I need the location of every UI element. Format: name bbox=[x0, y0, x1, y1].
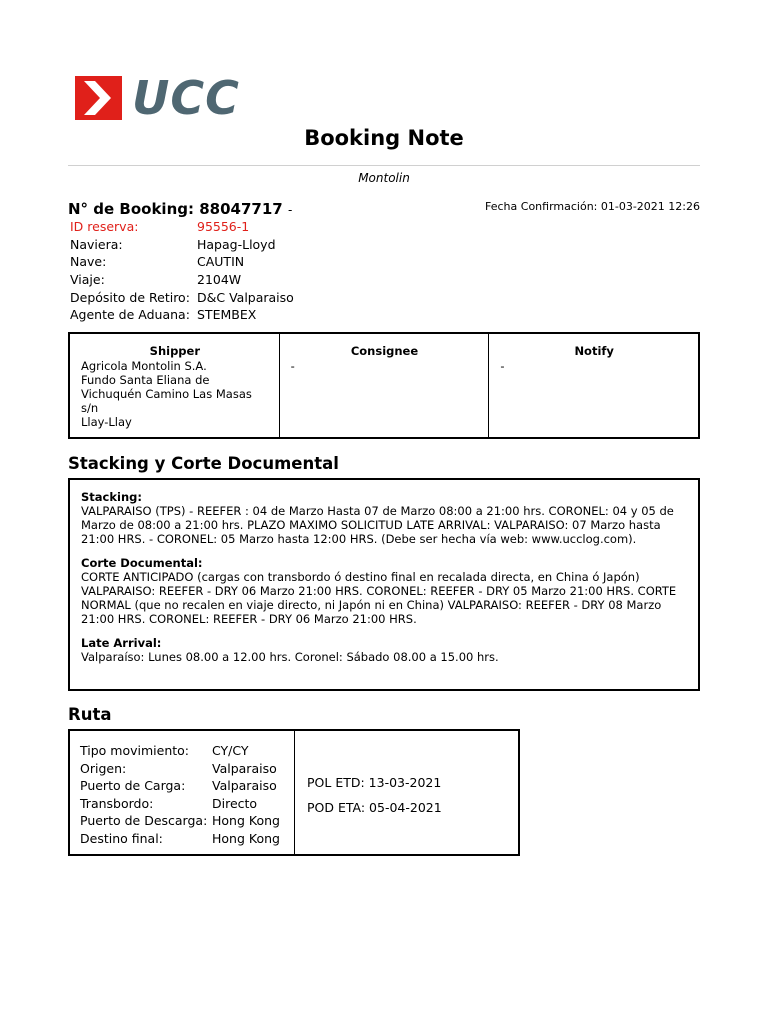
booking-info-table bbox=[70, 219, 294, 325]
ruta-value: Hong Kong bbox=[212, 830, 280, 846]
corte-label: Corte Documental: bbox=[81, 556, 203, 570]
consignee-title: Consignee bbox=[350, 344, 419, 358]
info-key: Nave: bbox=[70, 254, 107, 270]
pod-eta: POD ETA: 05-04-2021 bbox=[307, 800, 442, 815]
ruta-key: Puerto de Carga: bbox=[80, 778, 186, 793]
booking-suffix: - bbox=[287, 203, 293, 217]
stacking-label: Stacking: bbox=[81, 490, 142, 504]
confirmation-date: Fecha Confirmación: 01-03-2021 12:26 bbox=[485, 200, 700, 213]
ruta-box bbox=[68, 729, 520, 856]
booking-label: N° de Booking: 88047717 bbox=[68, 200, 283, 218]
late-arrival-label: Late Arrival: bbox=[81, 636, 162, 650]
info-key: Naviera: bbox=[70, 236, 123, 252]
info-key: Depósito de Retiro: bbox=[70, 289, 190, 305]
ruta-row bbox=[80, 743, 280, 761]
info-value: STEMBEX bbox=[197, 307, 257, 323]
shipper-line: Fundo Santa Eliana de Vichuquén Camino Las Masas s/n bbox=[81, 373, 252, 415]
info-row bbox=[70, 307, 294, 325]
ruta-value: CY/CY bbox=[212, 743, 249, 758]
ruta-key: Transbordo: bbox=[80, 795, 154, 811]
info-row bbox=[70, 254, 294, 272]
booking-number bbox=[68, 200, 292, 218]
ruta-section-title: Ruta bbox=[68, 705, 112, 724]
parties-table bbox=[68, 332, 700, 439]
info-value: 2104W bbox=[197, 272, 242, 288]
shipper-line: Llay-Llay bbox=[81, 415, 132, 429]
info-row bbox=[70, 237, 294, 255]
stacking-section-title: Stacking y Corte Documental bbox=[68, 454, 339, 473]
ruta-value: Directo bbox=[212, 795, 258, 811]
info-row bbox=[70, 290, 294, 308]
stacking-box bbox=[68, 478, 700, 691]
ruta-key: Puerto de Descarga: bbox=[80, 813, 208, 828]
page-subtitle: Montolin bbox=[358, 171, 410, 185]
info-key: Agente de Aduana: bbox=[70, 307, 190, 323]
info-value: Hapag-Lloyd bbox=[197, 236, 276, 252]
corte-block bbox=[81, 556, 687, 626]
notify-title: Notify bbox=[574, 344, 614, 358]
page-title: Booking Note bbox=[304, 126, 464, 150]
logo-text: UCC bbox=[132, 71, 240, 125]
info-row bbox=[70, 219, 294, 237]
consignee-text: - bbox=[290, 359, 295, 373]
info-value: CAUTIN bbox=[197, 254, 245, 270]
ruta-key: Tipo movimiento: bbox=[80, 743, 189, 758]
ruta-dates bbox=[295, 731, 518, 854]
ruta-key: Origen: bbox=[80, 760, 127, 776]
ucc-logo bbox=[75, 71, 240, 125]
consignee-cell bbox=[280, 334, 490, 437]
ruta-details bbox=[70, 731, 295, 854]
shipper-title: Shipper bbox=[149, 344, 201, 358]
pol-etd: POL ETD: 13-03-2021 bbox=[307, 775, 442, 790]
ruta-value: Valparaiso bbox=[212, 778, 277, 793]
corte-text: CORTE ANTICIPADO (cargas con transbordo ó destino final en recalada directa, en China ó Japón) VALPARAISO: REEFER - DRY 06 Marzo 21:00 HRS. CORONEL: REEFER - DRY 05 Marzo 21:00 HRS. CORTE NORMAL (que no recalen en viaje directo, ni Japón ni en China) VALPARAISO: REEFER - DRY 08 Marzo 21:00 HRS. CORONEL: REEFER - DRY 06 Marzo 21:00 HRS. bbox=[81, 570, 677, 626]
stacking-block bbox=[81, 490, 687, 546]
notify-text: - bbox=[500, 359, 505, 373]
late-arrival-text: Valparaíso: Lunes 08.00 a 12.00 hrs. Coronel: Sábado 08.00 a 15.00 hrs. bbox=[81, 650, 499, 664]
notify-cell bbox=[489, 334, 698, 437]
ruta-value: Hong Kong bbox=[212, 813, 280, 828]
info-value: 95556-1 bbox=[197, 219, 250, 234]
ruta-row bbox=[80, 796, 280, 814]
info-row bbox=[70, 272, 294, 290]
ruta-row bbox=[80, 778, 280, 796]
shipper-line: Agricola Montolin S.A. bbox=[81, 359, 207, 373]
ucc-chevron-icon bbox=[75, 76, 122, 120]
stacking-text: VALPARAISO (TPS) - REEFER : 04 de Marzo Hasta 07 de Marzo 08:00 a 21:00 hrs. CORONEL: 04 y 05 de Marzo de 08:00 a 21:00 hrs. PLAZO MAXIMO SOLICITUD LATE ARRIVAL: VALPARAISO: 07 Marzo hasta 21:00 HRS. - CORONEL: 05 Marzo hasta 12:00 HRS. (Debe ser hecha vía web: www.ucclog.com). bbox=[81, 504, 674, 546]
ruta-row bbox=[80, 831, 280, 849]
ruta-value: Valparaiso bbox=[212, 760, 277, 776]
info-key: Viaje: bbox=[70, 272, 105, 288]
shipper-cell bbox=[70, 334, 280, 437]
late-arrival-block bbox=[81, 636, 687, 664]
title-divider bbox=[68, 165, 700, 166]
info-value: D&C Valparaiso bbox=[197, 289, 294, 305]
ruta-row bbox=[80, 813, 280, 831]
ruta-row bbox=[80, 761, 280, 779]
ruta-key: Destino final: bbox=[80, 830, 163, 846]
ruta-table bbox=[80, 743, 280, 848]
info-key: ID reserva: bbox=[70, 219, 139, 234]
